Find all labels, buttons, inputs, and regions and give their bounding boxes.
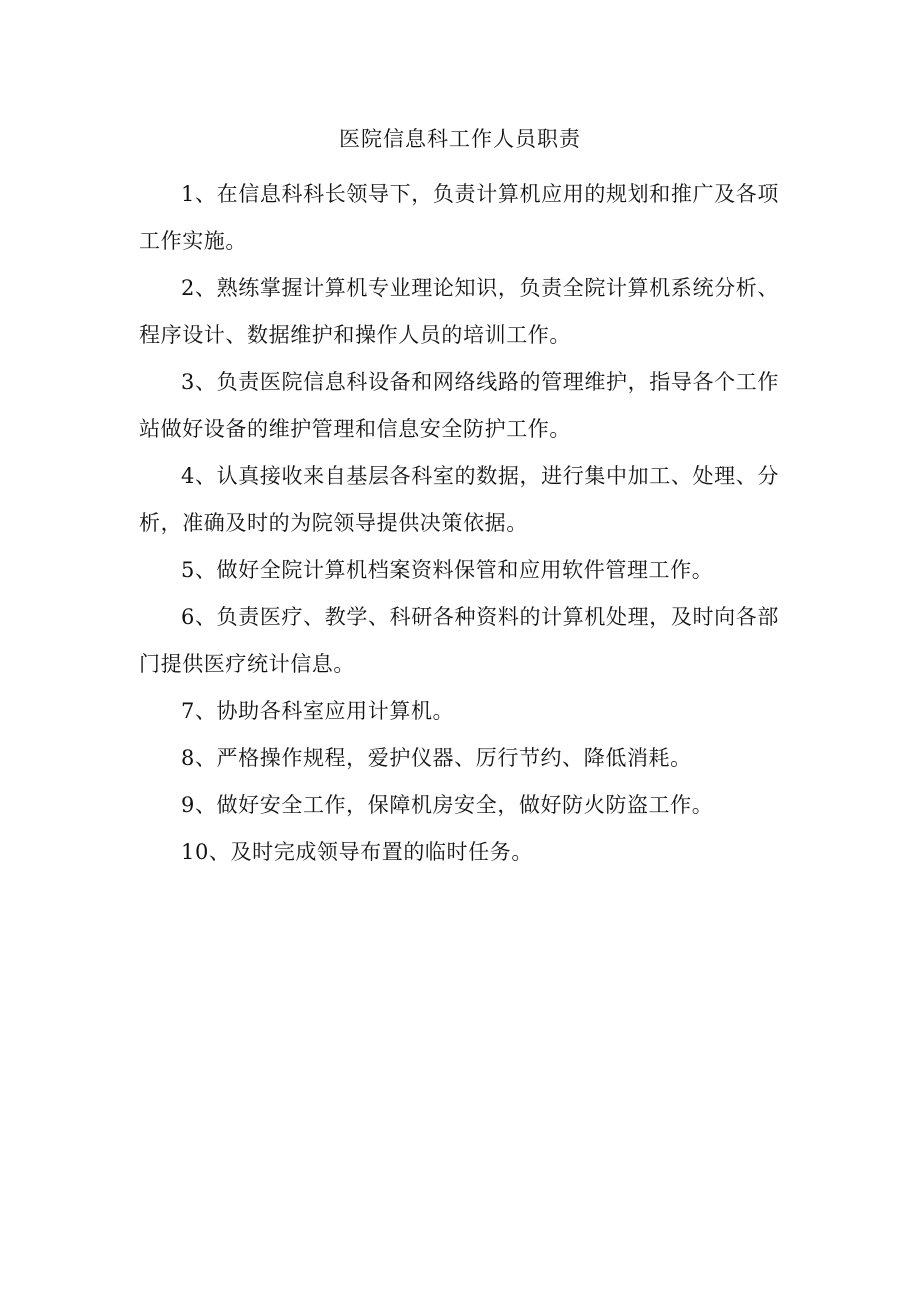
duty-item-6: 6、负责医疗、教学、科研各种资料的计算机处理，及时向各部门提供医疗统计信息。 [139, 605, 779, 676]
duty-item-5: 5、做好全院计算机档案资料保管和应用软件管理工作。 [181, 558, 714, 582]
duty-list [139, 171, 779, 876]
document-title: 医院信息科工作人员职责 [339, 127, 581, 151]
duty-item-9: 9、做好安全工作，保障机房安全，做好防火防盗工作。 [181, 793, 714, 817]
duty-item-8: 8、严格操作规程，爱护仪器、厉行节约、降低消耗。 [181, 746, 692, 770]
duty-item-4: 4、认真接收来自基层各科室的数据，进行集中加工、处理、分析，准确及时的为院领导提供决策依据。 [139, 464, 779, 535]
duty-item-2: 2、熟练掌握计算机专业理论知识，负责全院计算机系统分析、程序设计、数据维护和操作人员的培训工作。 [139, 276, 779, 347]
duty-item-1: 1、在信息科科长领导下，负责计算机应用的规划和推广及各项工作实施。 [139, 182, 779, 253]
duty-item-10: 10、及时完成领导布置的临时任务。 [181, 840, 533, 864]
duty-item-7: 7、协助各科室应用计算机。 [181, 699, 455, 723]
duty-item-3: 3、负责医院信息科设备和网络线路的管理维护，指导各个工作站做好设备的维护管理和信息安全防护工作。 [139, 370, 779, 441]
